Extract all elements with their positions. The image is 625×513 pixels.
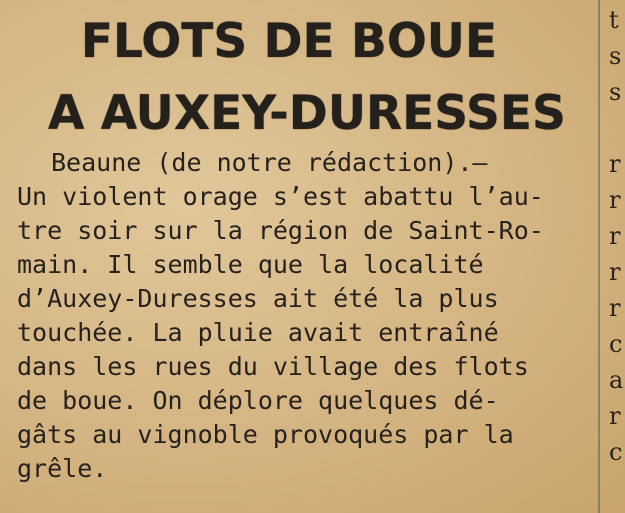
article-line: d’Auxey-Duresses ait été la plus xyxy=(17,284,499,313)
article-line: touchée. La pluie avait entraîné xyxy=(17,318,499,347)
article-line: Beaune (de notre rédaction).— xyxy=(51,148,488,177)
adjacent-letter: c xyxy=(609,330,623,358)
article-line: main. Il semble que la localité xyxy=(17,250,484,279)
article-line: gâts au vignoble provoqués par la xyxy=(17,420,514,449)
article-line: Un violent orage s’est abattu l’au- xyxy=(17,182,544,211)
adjacent-letter: t xyxy=(609,6,619,34)
adjacent-letter: r xyxy=(609,150,621,178)
article-line: dans les rues du village des flots xyxy=(17,352,529,381)
adjacent-letter: r xyxy=(609,258,621,286)
headline-line-2: A AUXEY-DURESSES xyxy=(48,86,566,141)
adjacent-letter: r xyxy=(609,294,621,322)
article-body xyxy=(17,146,597,486)
adjacent-letter: r xyxy=(609,186,621,214)
adjacent-letter: c xyxy=(609,438,623,466)
article-line: grêle. xyxy=(17,454,108,483)
adjacent-column-fragment xyxy=(603,0,625,513)
adjacent-letter: s xyxy=(609,42,622,70)
adjacent-letter: r xyxy=(609,402,621,430)
adjacent-letter: s xyxy=(609,78,622,106)
adjacent-letter: a xyxy=(609,366,624,394)
adjacent-letter: r xyxy=(609,222,621,250)
article-line: de boue. On déplore quelques dé- xyxy=(17,386,499,415)
column-divider xyxy=(598,0,600,513)
article-line: tre soir sur la région de Saint-Ro- xyxy=(17,216,544,245)
headline-line-1: FLOTS DE BOUE xyxy=(80,14,498,69)
